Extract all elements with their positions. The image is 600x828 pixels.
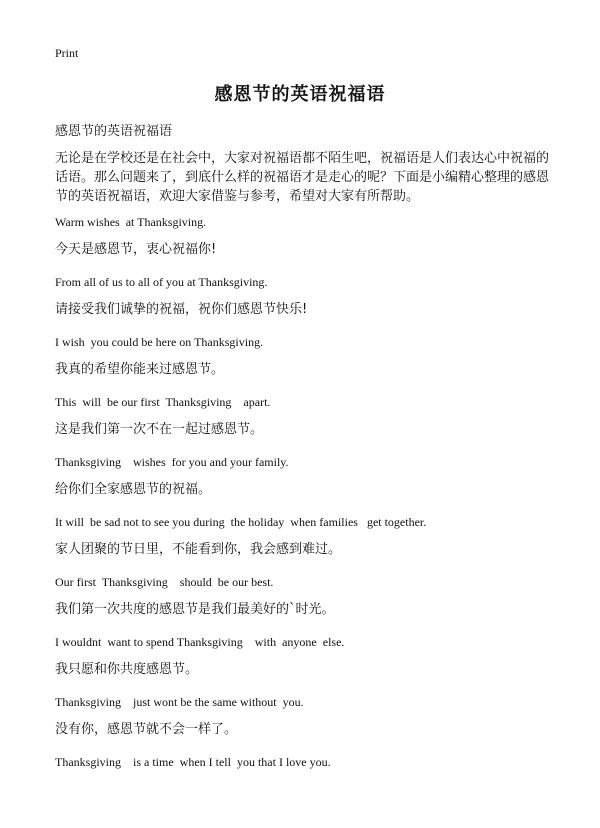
document-title: 感恩节的英语祝福语 — [214, 84, 386, 105]
english-greeting: I wouldnt want to spend Thanksgiving with anyone else. — [55, 635, 345, 649]
english-greeting: Thanksgiving just wont be the same without you. — [55, 695, 304, 709]
english-greeting: Warm wishes at Thanksgiving. — [55, 215, 207, 229]
greeting-list — [55, 214, 575, 814]
english-greeting: It will be sad not to see you during the holiday when families get together. — [55, 515, 427, 529]
greeting-pair — [55, 574, 575, 634]
english-greeting: Our first Thanksgiving should be our best. — [55, 575, 274, 589]
chinese-greeting: 给你们全家感恩节的祝福。 — [55, 482, 212, 497]
chinese-greeting: 这是我们第一次不在一起过感恩节。 — [55, 422, 264, 437]
greeting-pair — [55, 454, 575, 514]
english-greeting: From all of us to all of you at Thanksgiving. — [55, 275, 268, 289]
intro-paragraph: 无论是在学校还是在社会中，大家对祝福语都不陌生吧，祝福语是人们表达心中祝福的话语。那么问题来了，到底什么样的祝福语才是走心的呢？下面是小编精心整理的感恩节的英语祝福语，欢迎大家借鉴与参考，希望对大家有所帮助。 — [55, 151, 550, 204]
greeting-pair — [55, 394, 575, 454]
greeting-pair — [55, 514, 575, 574]
chinese-greeting: 请接受我们诚挚的祝福，祝你们感恩节快乐! — [55, 302, 308, 317]
greeting-pair — [55, 274, 575, 334]
english-greeting: I wish you could be here on Thanksgiving. — [55, 335, 264, 349]
greeting-pair — [55, 694, 575, 754]
greeting-pair — [55, 334, 575, 394]
document-subtitle: 感恩节的英语祝福语 — [55, 124, 173, 139]
english-greeting: This will be our first Thanksgiving apart. — [55, 395, 271, 409]
english-greeting: Thanksgiving is a time when I tell you that I love you. — [55, 755, 331, 769]
chinese-greeting: 没有你，感恩节就不会一样了。 — [55, 722, 238, 737]
greeting-pair — [55, 754, 575, 814]
print-label: Print — [55, 46, 79, 60]
chinese-greeting: 家人团聚的节日里，不能看到你，我会感到难过。 — [55, 542, 342, 557]
english-greeting: Thanksgiving wishes for you and your family. — [55, 455, 289, 469]
chinese-greeting: 今天是感恩节，衷心祝福你! — [55, 242, 217, 257]
greeting-pair — [55, 214, 575, 274]
chinese-greeting: 我真的希望你能来过感恩节。 — [55, 362, 225, 377]
chinese-greeting: 我们第一次共度的感恩节是我们最美好的`时光。 — [55, 602, 335, 617]
chinese-greeting: 我只愿和你共度感恩节。 — [55, 662, 199, 677]
greeting-pair — [55, 634, 575, 694]
